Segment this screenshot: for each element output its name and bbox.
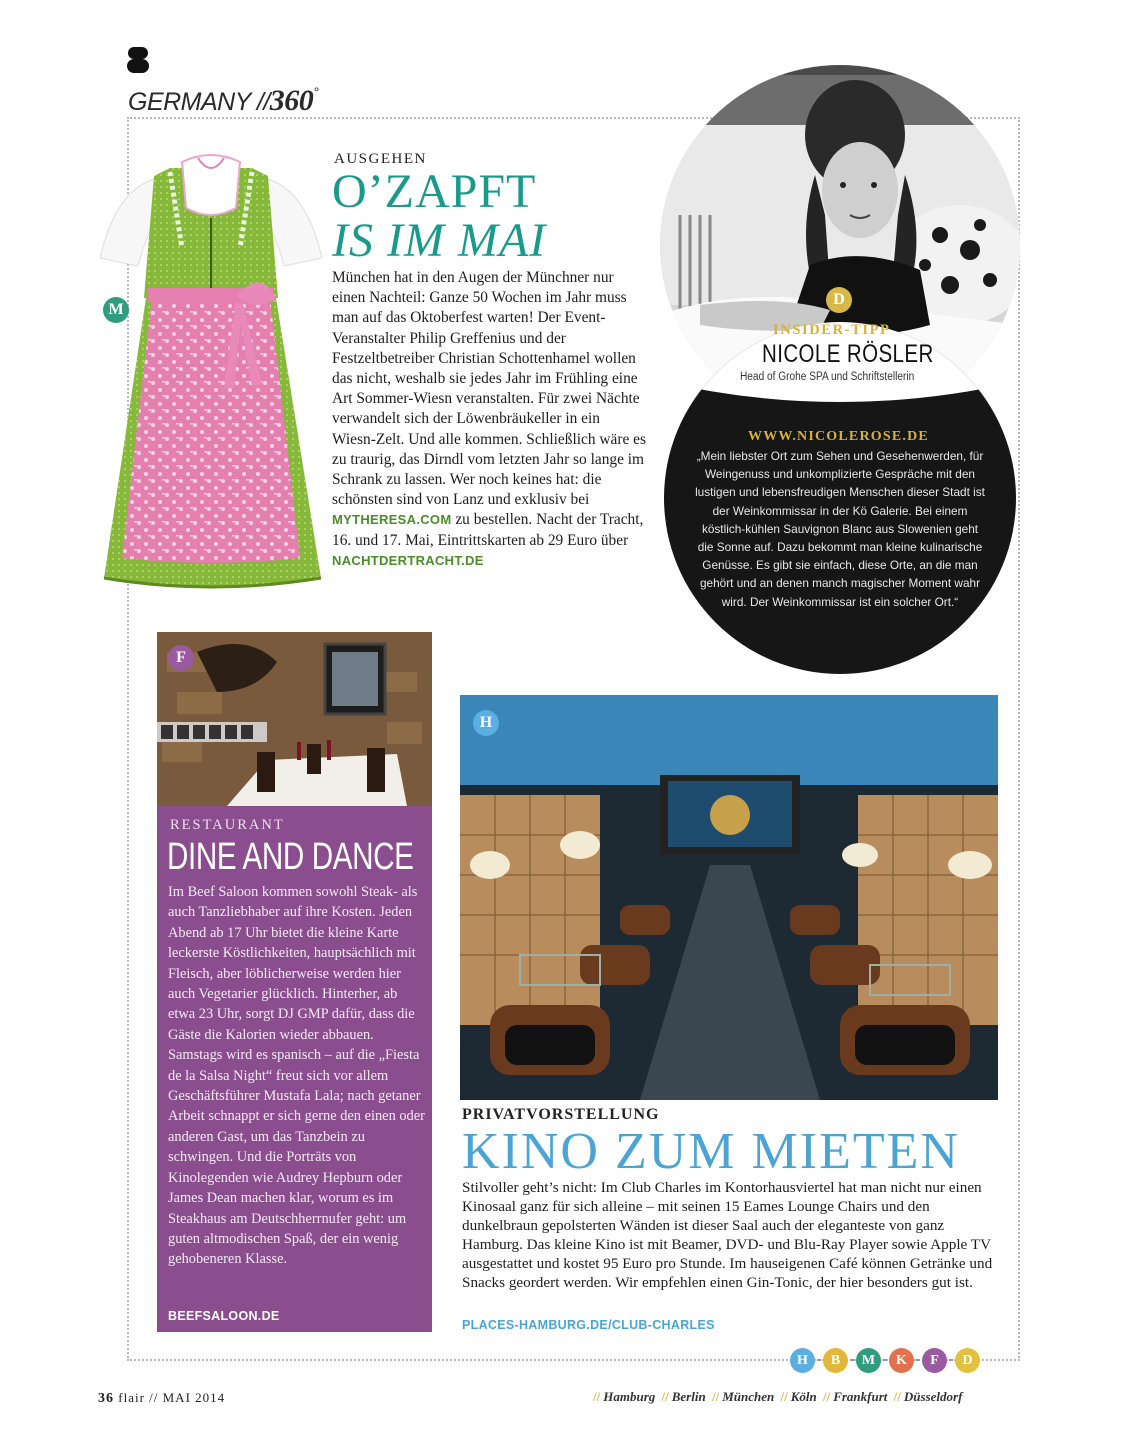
city-dot-b: B	[823, 1348, 848, 1373]
footer-sep: //	[780, 1389, 788, 1404]
footer-folio	[98, 1390, 225, 1407]
places-hamburg-link[interactable]: PLACES-HAMBURG.DE/CLUB-CHARLES	[462, 1318, 715, 1332]
city-dot-m: M	[856, 1348, 881, 1373]
footer-sep: //	[661, 1389, 669, 1404]
city-badge-muenchen: M	[103, 297, 129, 323]
restaurant-body: Im Beef Saloon kommen sowohl Steak- als auch Tanzliebhaber auf ihre Kosten. Jeden Abend ab 17 Uhr bietet die kleine Karte leckerste Köstlichkeiten, hauptsächlich mit Fleisch, aber löblicherweise werden hier auch Vegetarier glücklich. Hinterher, ab etwa 23 Uhr, sorgt DJ GMP dafür, dass die Gäste die Kalorien wieder abbauen. Samstags wird es spanisch – auf die „Fiesta de la Salsa Night“ freut sich vor allem Geschäftsführer Mustafa Lala; nach getaner Arbeit schnappt er sich gerne den einen oder anderen Gast, um das Tanzbein zu schwingen. Und die Porträts von Kinolegenden wie Audrey Hepburn oder James Dean machen klar, worum es im Steakhaus am Deutschherrnufer geht: um guten altmodischen Spaß, der ein wenig gehobeneren Klasse.	[168, 884, 425, 1268]
cinema-kicker: PRIVATVORSTELLUNG	[462, 1106, 660, 1123]
footer-city: Düsseldorf	[903, 1389, 963, 1404]
city-badge-hamburg: H	[473, 710, 499, 736]
section-number: 360	[269, 84, 314, 117]
city-badge-duesseldorf: D	[826, 287, 852, 313]
city-dot-separator	[850, 1359, 854, 1361]
footer-city: München	[722, 1389, 775, 1404]
city-dot-h: H	[790, 1348, 815, 1373]
footer-sep: //	[711, 1389, 720, 1404]
footer-city: Berlin	[671, 1389, 706, 1404]
city-badge-frankfurt: F	[168, 645, 194, 671]
footer-city: Frankfurt	[833, 1389, 888, 1404]
city-dot-separator	[949, 1359, 953, 1361]
article-kicker: AUSGEHEN	[334, 151, 427, 167]
magazine-logo-icon	[126, 46, 150, 74]
footer-sep: //	[822, 1389, 831, 1404]
city-dot-f: F	[922, 1348, 947, 1373]
insider-quote: „Mein liebster Ort zum Sehen und Gesehenwerden, für Weingenuss und unkomplizierte Gespräche mit den lustigen und lebensfreudigen Menschen dieser Stadt ist der Weinkommissar in der Kö Galerie. Bei einem köstlich-kühlen Sauvignon Blanc aus Slowenien geht die Sonne auf. Dazu bekommt man kleine kulinarische Genüsse. Es gibt sie einfach, diese Orte, an die man gehört und an denen manch magischer Moment wahr wird. Der Weinkommissar ist ein solcher Ort.“	[695, 449, 985, 609]
city-dot-separator	[916, 1359, 920, 1361]
footer-sep: //	[893, 1389, 901, 1404]
article-body-text: München hat in den Augen der Münchner nur einen Nachteil: Ganze 50 Wochen im Jahr muss man auf das Oktoberfest warten! Der Event-Veranstalter Philip Greffenius und der Festzeltbetreiber Christian Schottenhamel wollen das nicht, weshalb sie jedes Jahr im Frühling eine Art Sommer-Wiesn veranstalten. Für zwei Nächte verwandelt sich der Löwenbräukeller in ein Wiesn-Zelt. Und alle kommen. Schließlich wäre es zu traurig, das Dirndl vom letzten Jahr so lange im Schrank zu lassen. Wer noch keines hat: die schönsten sind von Lanz und exklusiv bei	[332, 269, 646, 509]
city-dot-separator	[883, 1359, 887, 1361]
footer-city: Köln	[790, 1389, 817, 1404]
insider-url[interactable]: WWW.NICOLEROSE.DE	[748, 429, 929, 444]
city-dot-separator	[817, 1359, 821, 1361]
page-number: 36	[98, 1391, 114, 1406]
nachtdertracht-link[interactable]: NACHTDERTRACHT.DE	[332, 552, 484, 568]
article-body	[332, 268, 646, 571]
section-degree: °	[313, 84, 319, 100]
footer-city: Hamburg	[603, 1389, 656, 1404]
article-body-text-2: zu bestellen. Nacht der Tracht, 16. und 17. Mai, Eintrittskarten ab 29 Euro über	[332, 511, 644, 549]
insider-name: NICOLE RÖSLER	[762, 340, 934, 368]
restaurant-photo	[157, 632, 432, 806]
beefsaloon-link[interactable]: BEEFSALOON.DE	[168, 1309, 280, 1323]
insider-kicker: INSIDER-TIPP	[773, 322, 891, 338]
insider-role: Head of Grohe SPA und Schriftstellerin	[740, 371, 915, 383]
issue-label: flair // MAI 2014	[118, 1390, 226, 1405]
restaurant-title: DINE AND DANCE	[167, 836, 414, 878]
cinema-photo	[460, 695, 998, 1100]
city-dots-legend	[790, 1346, 980, 1374]
footer-sep: //	[593, 1389, 601, 1404]
section-header	[128, 84, 318, 118]
restaurant-kicker: RESTAURANT	[170, 817, 285, 833]
section-label: GERMANY //	[128, 88, 270, 116]
cinema-title: KINO ZUM MIETEN	[462, 1123, 960, 1180]
article-title-line2: IS IM MAI	[332, 214, 547, 267]
article-title-line1: O’ZAPFT	[332, 165, 537, 218]
dirndl-dress-image	[86, 148, 336, 598]
city-dot-d: D	[955, 1348, 980, 1373]
footer-cities	[590, 1389, 962, 1405]
cinema-body: Stilvoller geht’s nicht: Im Club Charles im Kontorhausviertel hat man nicht nur einen Kinosaal ganz für sich alleine – mit seinen 15 Eames Lounge Chairs und den dunkelbraun gepolsterten Wänden ist dieser Saal auch der eleganteste von ganz Hamburg. Das kleine Kino ist mit Beamer, DVD- und Blu-Ray Player sowie Apple TV ausgestattet und kostet 95 Euro pro Stunde. Im hauseigenen Café können Getränke und Snacks geordert werden. Wir empfehlen einen Gin-Tonic, der hier besonders gut ist.	[462, 1179, 993, 1291]
mytheresa-link[interactable]: MYTHERESA.COM	[332, 512, 452, 528]
city-dot-k: K	[889, 1348, 914, 1373]
